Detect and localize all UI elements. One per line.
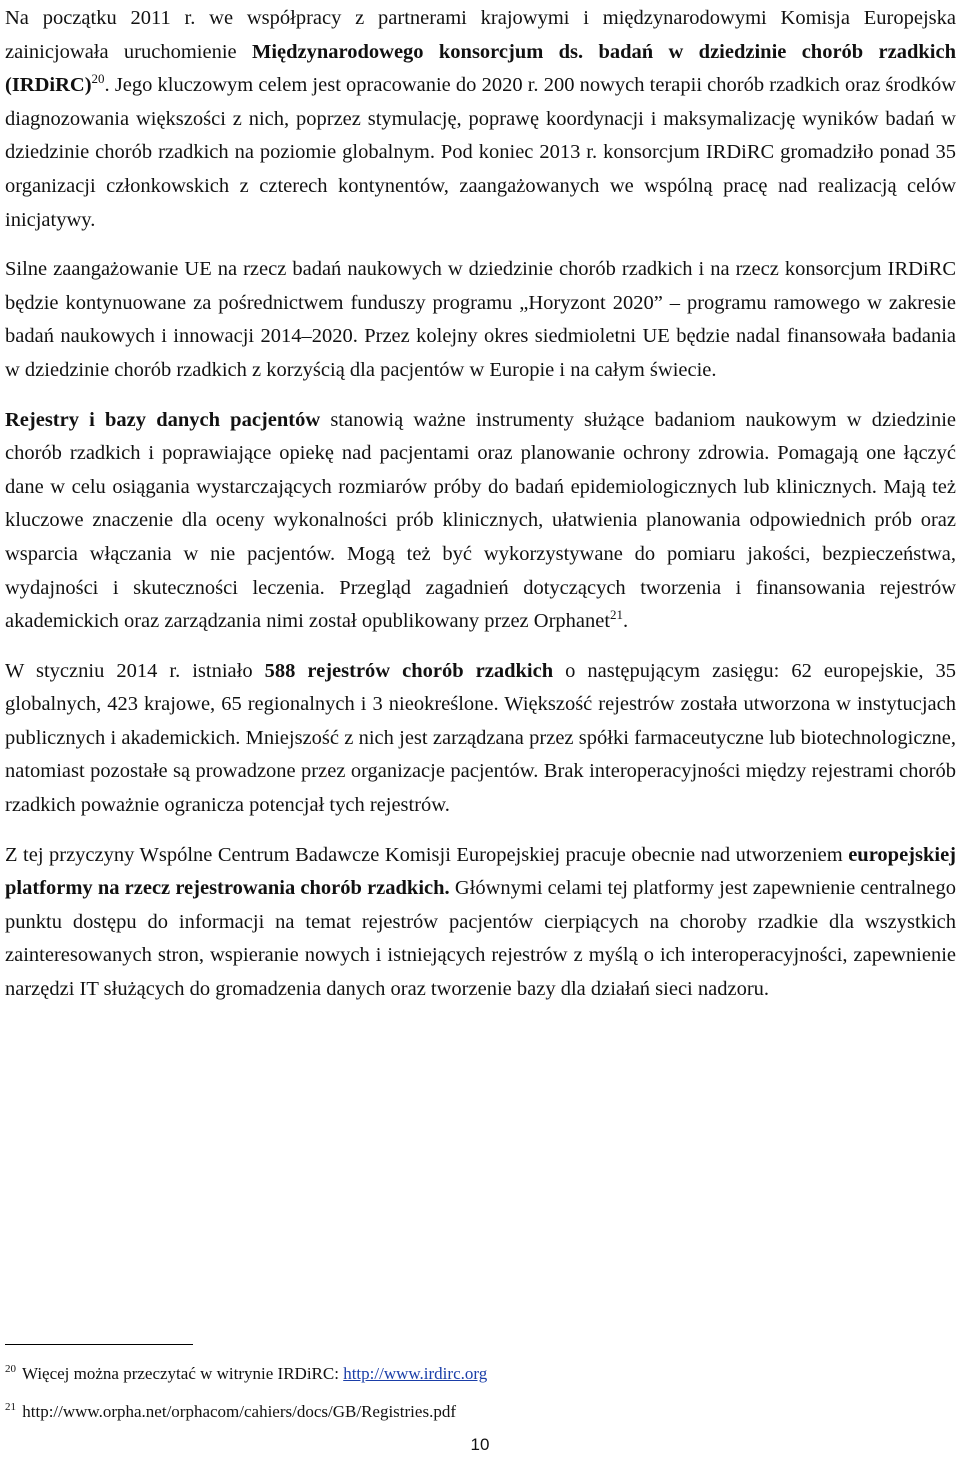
- p5-text-1: Z tej przyczyny Wspólne Centrum Badawcze Komisji Europejskiej pracuje obecnie nad utworzeniem: [5, 843, 849, 866]
- p1-text-2: . Jego kluczowym celem jest opracowanie do 2020 r. 200 nowych terapii chorób rzadkich oraz środków diagnozowania większości z nich, poprzez stymulację, poprawę koordynacji i maksymalizację wyników badań w dziedzinie chorób rzadkich na poziomie globalnym. Pod koniec 2013 r. konsorcjum IRDiRC gromadziło ponad 35 organizacji członkowskich z czterech kontynentów, zaangażowanych we wspólną pracę nad realizacją celów inicjatywy.: [5, 74, 956, 231]
- paragraph-registry-stats: [5, 655, 956, 823]
- footnote-21: [5, 1401, 956, 1423]
- paragraph-jrc-platform: [5, 839, 956, 1007]
- p2-text-1: Silne zaangażowanie UE na rzecz badań naukowych w dziedzinie chorób rzadkich i na rzecz konsorcjum IRDiRC będzie kontynuowane za pośrednictwem funduszy programu „Horyzont 2020” – programu ramowego w zakresie badań naukowych i innowacji 2014–2020. Przez kolejny okres siedmioletni UE będzie nadal finansowała badania w dziedzinie chorób rzadkich z korzyścią dla pacjentów w Europie i na całym świecie.: [5, 258, 956, 381]
- footnote-text: Więcej można przeczytać w witrynie IRDiRC:: [21, 1364, 344, 1383]
- p1-text-1: Na początku 2011 r. we współpracy z partnerami krajowymi i międzynarodowymi Komisja Europejska zainicjowała uruchomienie: [5, 7, 956, 63]
- page-number: 10: [470, 1435, 490, 1454]
- footnote-ref-20[interactable]: 20: [91, 71, 105, 87]
- document-page: [0, 2, 960, 1462]
- footnote-number: 21: [5, 1401, 16, 1414]
- footnote-20: [5, 1363, 956, 1385]
- footnote-number: 20: [5, 1363, 16, 1376]
- footnote-text: http://www.orpha.net/orphacom/cahiers/docs/GB/Registries.pdf: [22, 1402, 456, 1421]
- irdirc-link[interactable]: http://www.irdirc.org: [343, 1364, 488, 1383]
- body-text: [5, 2, 956, 1007]
- paragraph-horizon-2020: [5, 253, 956, 387]
- p3-bold-registries: Rejestry i bazy danych pacjentów: [5, 408, 321, 431]
- p1-bold-irdirc: Międzynarodowego konsorcjum ds. badań w dziedzinie chorób rzadkich (IRDiRC): [5, 40, 956, 97]
- paragraph-irdirc: [5, 2, 956, 237]
- footnote-ref-21[interactable]: 21: [610, 607, 624, 623]
- p4-bold-count: 588 rejestrów chorób rzadkich: [264, 659, 554, 682]
- p4-text-1: W styczniu 2014 r. istniało: [5, 659, 265, 682]
- p4-text-2: o następującym zasięgu: 62 europejskie, 35 globalnych, 423 krajowe, 65 regionalnych i 3 nieokreślone. Większość rejestrów została utworzona w instytucjach publicznych i akademickich. Mniejszość z nich jest zarządzana przez spółki farmaceutyczne lub biotechnologiczne, natomiast pozostałe są prowadzone przez organizacje pacjentów. Brak interoperacyjności między rejestrami chorób rzadkich poważnie ogranicza potencjał tych rejestrów.: [5, 659, 956, 817]
- p3-text-2: .: [623, 610, 629, 633]
- paragraph-registries: [5, 404, 956, 639]
- p5-text-2: Głównymi celami tej platformy jest zapewnienie centralnego punktu dostępu do informacji na temat rejestrów pacjentów cierpiących na choroby rzadkie dla wszystkich zainteresowanych stron, wspieranie nowych i istniejących rejestrów z myślą o ich interoperacyjności, zapewnienie narzędzi IT służących do gromadzenia danych oraz tworzenie bazy dla działań sieci nadzoru.: [5, 877, 956, 1001]
- p5-bold-platform: europejskiej platformy na rzecz rejestrowania chorób rzadkich.: [5, 843, 956, 900]
- footnote-separator: [5, 1344, 193, 1345]
- p3-text-1: stanowią ważne instrumenty służące badaniom naukowym w dziedzinie chorób rzadkich i poprawiające opiekę nad pacjentami oraz planowanie ochrony zdrowia. Pomagają one łączyć dane w celu osiągania wystarczających rozmiarów próby do badań epidemiologicznych lub klinicznych. Mają też kluczowe znaczenie dla oceny wykonalności prób klinicznych, ułatwienia planowania odpowiednich prób oraz wsparcia włączania w nie pacjentów. Mogą też być wykorzystywane do pomiaru jakości, bezpieczeństwa, wydajności i skuteczności leczenia. Przegląd zagadnień dotyczących tworzenia i finansowania rejestrów akademickich oraz zarządzania nimi został opublikowany przez Orphanet: [5, 408, 956, 633]
- footnotes: [5, 1344, 956, 1439]
